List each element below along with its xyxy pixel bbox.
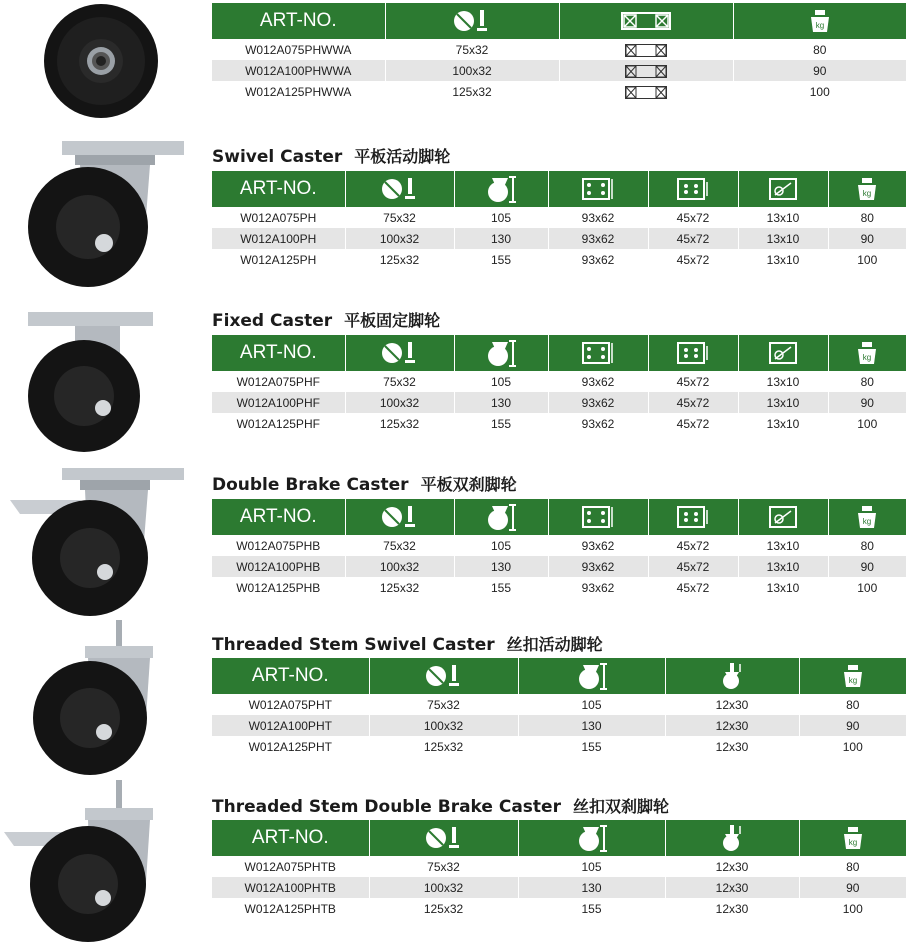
plate-size-icon (581, 341, 615, 365)
height-icon (486, 175, 516, 203)
cell-plate-size: 93x62 (548, 228, 648, 249)
bolt-hole-icon (676, 505, 710, 529)
cell-bolt-size: 13x10 (738, 371, 828, 393)
cell-height: 155 (518, 898, 665, 919)
wheel-size-icon (380, 176, 420, 202)
cell-load: 100 (857, 252, 878, 267)
cell-height: 105 (454, 207, 548, 229)
cell-box (559, 39, 733, 61)
title-cn: 丝扣活动脚轮 (506, 635, 603, 654)
cell-load: 90 (828, 556, 906, 577)
cell-art-no: W012A100PHB (212, 556, 345, 577)
table-header (212, 171, 906, 207)
section-double-brake-caster (0, 458, 910, 618)
box-icon (625, 86, 667, 99)
cell-art-no: W012A100PHT (212, 715, 369, 736)
cell-load: 80 (828, 371, 906, 393)
kg-label: kg (863, 352, 872, 362)
cell-bolt-hole: 45x72 (648, 535, 738, 557)
wheel-size-header (385, 3, 559, 39)
load-header (733, 3, 906, 39)
cell-stem-size: 12x30 (665, 694, 799, 716)
art-no-header: ART-NO. (212, 3, 385, 39)
plate-size-header (548, 171, 648, 207)
art-no-header: ART-NO. (212, 171, 345, 207)
plate-size-icon (581, 177, 615, 201)
double-brake-caster-image (0, 462, 205, 622)
cell-plate-size: 93x62 (548, 535, 648, 557)
cell-art-no: W012A125PHTB (212, 898, 369, 919)
cell-load: 90 (828, 228, 906, 249)
wheel-size-header (345, 171, 454, 207)
height-icon (577, 662, 607, 690)
title-cn: 平板固定脚轮 (344, 311, 441, 330)
load-icon (856, 341, 878, 365)
load-header (828, 171, 906, 207)
cell-load: 80 (799, 694, 906, 716)
cell-wheel-size: 100x32 (345, 556, 454, 577)
title-cn: 平板双刹脚轮 (420, 475, 517, 494)
title-cn: 平板活动脚轮 (354, 147, 451, 166)
cell-load: 100 (857, 416, 878, 431)
cell-plate-size: 93x62 (548, 371, 648, 393)
cell-bolt-size: 13x10 (738, 556, 828, 577)
table-row (212, 228, 906, 249)
cell-load: 80 (828, 535, 906, 557)
art-no-header: ART-NO. (212, 658, 369, 694)
cell-load: 90 (733, 60, 906, 81)
kg-label: kg (863, 188, 872, 198)
load-icon (856, 177, 878, 201)
cell-height: 130 (454, 228, 548, 249)
wheel-size-icon (380, 340, 420, 366)
cell-stem-size: 12x30 (665, 877, 799, 898)
section-threaded-double-brake-caster (0, 780, 910, 947)
wheel-size-header (369, 658, 518, 694)
plate-size-header (548, 499, 648, 535)
cell-wheel-size: 75x32 (345, 207, 454, 229)
height-icon (486, 503, 516, 531)
title-en: Swivel Caster (212, 147, 343, 167)
cell-wheel-size: 125x32 (345, 249, 454, 270)
kg-label: kg (848, 837, 857, 847)
cell-height: 105 (518, 856, 665, 878)
threaded-double-brake-caster-image (0, 780, 205, 947)
table-row (212, 413, 906, 434)
bolt-hole-header (648, 499, 738, 535)
cell-load: 100 (809, 84, 830, 99)
table-row (212, 81, 906, 102)
spec-table-wheel (212, 3, 906, 102)
cell-art-no: W012A125PHF (212, 413, 345, 434)
cell-wheel-size: 100x32 (385, 60, 559, 81)
table-header (212, 658, 906, 694)
plate-size-header (548, 335, 648, 371)
stem-size-header (665, 658, 799, 694)
cell-wheel-size: 75x32 (369, 694, 518, 716)
cell-art-no: W012A075PH (212, 207, 345, 229)
cell-height: 105 (518, 694, 665, 716)
wheel-size-header (369, 820, 518, 856)
cell-art-no: W012A075PHT (212, 694, 369, 716)
cell-art-no: W012A100PHTB (212, 877, 369, 898)
cell-art-no: W012A125PHT (212, 736, 369, 757)
cell-bolt-hole: 45x72 (648, 249, 738, 270)
cell-art-no: W012A100PHF (212, 392, 345, 413)
kg-label: kg (863, 516, 872, 526)
load-icon (856, 505, 878, 529)
table-header (212, 3, 906, 39)
cell-plate-size: 93x62 (548, 556, 648, 577)
section-swivel-caster (0, 130, 910, 290)
table-row (212, 577, 906, 598)
cell-bolt-size: 13x10 (738, 207, 828, 229)
spec-table-threaded-swivel (212, 658, 906, 757)
cell-load: 90 (799, 877, 906, 898)
swivel-caster-image (0, 135, 205, 295)
spec-table-swivel (212, 171, 906, 270)
section-fixed-caster (0, 294, 910, 454)
load-header (799, 658, 906, 694)
wheel-size-icon (380, 504, 420, 530)
cell-bolt-hole: 45x72 (648, 577, 738, 598)
spec-table-fixed (212, 335, 906, 434)
cell-art-no: W012A125PHB (212, 577, 345, 598)
wheel-size-header (345, 335, 454, 371)
cell-height: 105 (454, 535, 548, 557)
height-header (454, 335, 548, 371)
section-title (212, 632, 603, 655)
kg-label: kg (815, 20, 824, 30)
section-title (212, 308, 440, 331)
cell-wheel-size: 100x32 (369, 715, 518, 736)
table-row (212, 392, 906, 413)
height-header (518, 820, 665, 856)
section-threaded-swivel-caster (0, 618, 910, 780)
cell-height: 130 (518, 715, 665, 736)
section-title (212, 794, 669, 817)
cell-bolt-hole: 45x72 (648, 228, 738, 249)
cell-height: 130 (454, 556, 548, 577)
bolt-size-icon (768, 177, 798, 201)
bolt-size-header (738, 171, 828, 207)
spec-table-double-brake (212, 499, 906, 598)
cell-wheel-size: 100x32 (369, 877, 518, 898)
title-en: Threaded Stem Double Brake Caster (212, 797, 561, 817)
load-icon (842, 826, 864, 850)
cell-load: 100 (842, 739, 863, 754)
plate-size-icon (581, 505, 615, 529)
cell-wheel-size: 75x32 (385, 39, 559, 61)
cell-bolt-size: 13x10 (738, 228, 828, 249)
cell-bolt-size: 13x10 (738, 249, 828, 270)
cell-wheel-size: 100x32 (345, 392, 454, 413)
title-en: Threaded Stem Swivel Caster (212, 635, 495, 655)
height-header (518, 658, 665, 694)
cell-bolt-size: 13x10 (738, 392, 828, 413)
cell-art-no: W012A075PHB (212, 535, 345, 557)
title-cn: 丝扣双刹脚轮 (572, 797, 669, 816)
cell-bolt-size: 13x10 (738, 577, 828, 598)
art-no-header: ART-NO. (212, 820, 369, 856)
table-row (212, 898, 906, 919)
table-row (212, 39, 906, 61)
box-icon (621, 11, 671, 31)
fixed-caster-image (0, 304, 205, 464)
cell-bolt-size: 13x10 (738, 413, 828, 434)
table-row (212, 535, 906, 557)
bolt-hole-header (648, 171, 738, 207)
title-en: Fixed Caster (212, 311, 333, 331)
cell-height: 155 (454, 413, 548, 434)
cell-bolt-hole: 45x72 (648, 556, 738, 577)
section-title (212, 472, 517, 495)
load-header (828, 499, 906, 535)
cell-load: 80 (733, 39, 906, 61)
cell-height: 155 (454, 249, 548, 270)
wheel-size-icon (424, 663, 464, 689)
box-header (559, 3, 733, 39)
cell-art-no: W012A100PH (212, 228, 345, 249)
cell-art-no: W012A125PHWWA (212, 81, 385, 102)
cell-plate-size: 93x62 (548, 249, 648, 270)
load-header (799, 820, 906, 856)
cell-box (559, 60, 733, 81)
cell-wheel-size: 125x32 (369, 736, 518, 757)
table-header (212, 820, 906, 856)
cell-art-no: W012A075PHWWA (212, 39, 385, 61)
kg-label: kg (848, 675, 857, 685)
cell-plate-size: 93x62 (548, 577, 648, 598)
cell-load: 100 (842, 901, 863, 916)
cell-wheel-size: 125x32 (345, 413, 454, 434)
bolt-size-icon (768, 341, 798, 365)
table-row (212, 249, 906, 270)
cell-stem-size: 12x30 (665, 736, 799, 757)
cell-art-no: W012A075PHTB (212, 856, 369, 878)
load-header (828, 335, 906, 371)
cell-load: 90 (799, 715, 906, 736)
load-icon (842, 664, 864, 688)
bolt-hole-icon (676, 177, 710, 201)
table-header (212, 335, 906, 371)
cell-stem-size: 12x30 (665, 715, 799, 736)
title-en: Double Brake Caster (212, 475, 409, 495)
cell-wheel-size: 100x32 (345, 228, 454, 249)
table-row (212, 207, 906, 229)
section-wheel (0, 0, 910, 122)
cell-height: 155 (454, 577, 548, 598)
cell-height: 155 (518, 736, 665, 757)
stem-size-icon (720, 662, 744, 690)
box-icon (625, 44, 667, 57)
table-row (212, 736, 906, 757)
height-icon (486, 339, 516, 367)
bolt-size-header (738, 335, 828, 371)
table-row (212, 60, 906, 81)
cell-load: 80 (799, 856, 906, 878)
height-header (454, 171, 548, 207)
cell-art-no: W012A125PH (212, 249, 345, 270)
wheel-size-icon (452, 8, 492, 34)
cell-wheel-size: 75x32 (345, 371, 454, 393)
cell-load: 80 (828, 207, 906, 229)
cell-height: 130 (518, 877, 665, 898)
cell-bolt-hole: 45x72 (648, 392, 738, 413)
table-row (212, 715, 906, 736)
cell-bolt-hole: 45x72 (648, 207, 738, 229)
art-no-header: ART-NO. (212, 499, 345, 535)
cell-bolt-hole: 45x72 (648, 371, 738, 393)
cell-plate-size: 93x62 (548, 207, 648, 229)
table-row (212, 371, 906, 393)
cell-wheel-size: 75x32 (345, 535, 454, 557)
table-header (212, 499, 906, 535)
bolt-hole-icon (676, 341, 710, 365)
table-row (212, 556, 906, 577)
cell-load: 90 (828, 392, 906, 413)
cell-plate-size: 93x62 (548, 392, 648, 413)
section-title (212, 144, 450, 167)
bolt-size-header (738, 499, 828, 535)
cell-box (559, 81, 733, 102)
spec-table-threaded-double-brake (212, 820, 906, 919)
wheel-size-icon (424, 825, 464, 851)
height-icon (577, 824, 607, 852)
cell-art-no: W012A075PHF (212, 371, 345, 393)
load-icon (809, 9, 831, 33)
table-row (212, 694, 906, 716)
box-icon (625, 65, 667, 78)
cell-art-no: W012A100PHWWA (212, 60, 385, 81)
cell-height: 130 (454, 392, 548, 413)
art-no-header: ART-NO. (212, 335, 345, 371)
cell-wheel-size: 125x32 (369, 898, 518, 919)
stem-size-icon (720, 824, 744, 852)
bolt-hole-header (648, 335, 738, 371)
cell-stem-size: 12x30 (665, 898, 799, 919)
cell-bolt-size: 13x10 (738, 535, 828, 557)
wheel-image (0, 0, 205, 122)
cell-height: 105 (454, 371, 548, 393)
cell-wheel-size: 75x32 (369, 856, 518, 878)
cell-plate-size: 93x62 (548, 413, 648, 434)
table-row (212, 877, 906, 898)
table-row (212, 856, 906, 878)
cell-load: 100 (857, 580, 878, 595)
cell-bolt-hole: 45x72 (648, 413, 738, 434)
cell-stem-size: 12x30 (665, 856, 799, 878)
stem-size-header (665, 820, 799, 856)
threaded-swivel-caster-image (0, 618, 205, 780)
bolt-size-icon (768, 505, 798, 529)
cell-wheel-size: 125x32 (345, 577, 454, 598)
cell-wheel-size: 125x32 (385, 81, 559, 102)
height-header (454, 499, 548, 535)
wheel-size-header (345, 499, 454, 535)
